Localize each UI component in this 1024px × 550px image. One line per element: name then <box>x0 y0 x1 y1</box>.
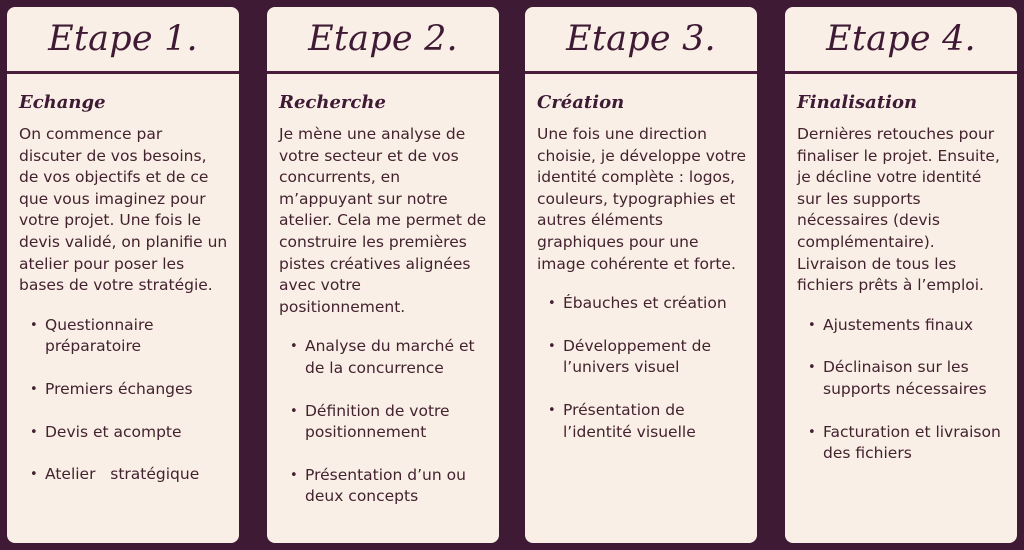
list-item-text: Premiers échanges <box>45 379 193 398</box>
list-item-text: Questionnaire préparatoire <box>45 315 154 356</box>
bullet: • <box>30 317 38 333</box>
bullet: • <box>290 403 298 419</box>
step-body <box>525 74 757 443</box>
bullet: • <box>548 338 556 354</box>
list-item-text: Devis et acompte <box>45 422 182 441</box>
step-body <box>785 74 1017 465</box>
step-header <box>7 7 239 74</box>
list-item <box>548 400 747 443</box>
list-item-text: Présentation de l’identité visuelle <box>563 400 696 441</box>
step-header <box>785 7 1017 74</box>
bullet: • <box>808 360 816 376</box>
step-title: Etape 4. <box>826 19 976 59</box>
list-item <box>30 422 229 444</box>
list-item <box>548 293 747 315</box>
step-subtitle: Recherche <box>279 92 386 113</box>
list-item-text: Facturation et livraison des fichiers <box>823 422 1001 463</box>
list-item <box>30 464 229 486</box>
bullet: • <box>30 381 38 397</box>
step-body <box>7 74 239 486</box>
step-card-3 <box>525 7 757 543</box>
list-item <box>30 379 229 401</box>
bullet: • <box>290 467 298 483</box>
list-item <box>290 336 489 379</box>
list-item <box>30 315 229 358</box>
step-list <box>797 315 1007 465</box>
step-card-1 <box>7 7 239 543</box>
list-item <box>808 315 1007 337</box>
list-item-text: Développement de l’univers visuel <box>563 336 712 377</box>
list-item <box>290 465 489 508</box>
step-description: Dernières retouches pour finaliser le projet. Ensuite, je décline votre identité sur les supports nécessaires (devis complémentaire). Livraison de tous les fichiers prêts à l’emploi. <box>797 125 1000 295</box>
step-description: Une fois une direction choisie, je développe votre identité complète : logos, couleurs, typographies et autres éléments graphiques pour une image cohérente et forte. <box>537 125 746 273</box>
step-card-4 <box>785 7 1017 543</box>
step-title: Etape 2. <box>308 19 458 59</box>
bullet: • <box>30 424 38 440</box>
bullet: • <box>808 424 816 440</box>
step-list <box>279 336 489 508</box>
step-header <box>525 7 757 74</box>
list-item-text: Ajustements finaux <box>823 315 974 334</box>
bullet: • <box>808 317 816 333</box>
step-header <box>267 7 499 74</box>
list-item <box>290 401 489 444</box>
step-list <box>537 293 747 443</box>
list-item-text: Ébauches et création <box>563 294 727 313</box>
step-subtitle: Echange <box>19 92 106 113</box>
list-item-text: Atelier stratégique <box>45 465 200 484</box>
list-item <box>548 336 747 379</box>
step-description: Je mène une analyse de votre secteur et de vos concurrents, en m’appuyant sur notre atelier. Cela me permet de construire les premières pistes créatives alignées avec votre positionnement. <box>279 125 487 316</box>
bullet: • <box>290 339 298 355</box>
bullet: • <box>548 402 556 418</box>
step-subtitle: Finalisation <box>797 92 918 113</box>
list-item <box>808 357 1007 400</box>
bullet: • <box>30 467 38 483</box>
list-item-text: Présentation d’un ou deux concepts <box>305 465 466 506</box>
step-title: Etape 3. <box>566 19 716 59</box>
step-body <box>267 74 499 508</box>
bullet: • <box>548 296 556 312</box>
list-item-text: Analyse du marché et de la concurrence <box>305 337 475 377</box>
list-item-text: Définition de votre positionnement <box>305 401 450 442</box>
list-item <box>808 422 1007 465</box>
step-title: Etape 1. <box>48 19 198 59</box>
step-list <box>19 315 229 486</box>
step-card-2 <box>267 7 499 543</box>
step-subtitle: Création <box>537 92 625 113</box>
step-description: On commence par discuter de vos besoins, de vos objectifs et de ce que vous imaginez pour votre projet. Une fois le devis validé, on planifie un atelier pour poser les bases de votre stratégie. <box>19 125 228 295</box>
list-item-text: Déclinaison sur les supports nécessaires <box>823 358 987 398</box>
